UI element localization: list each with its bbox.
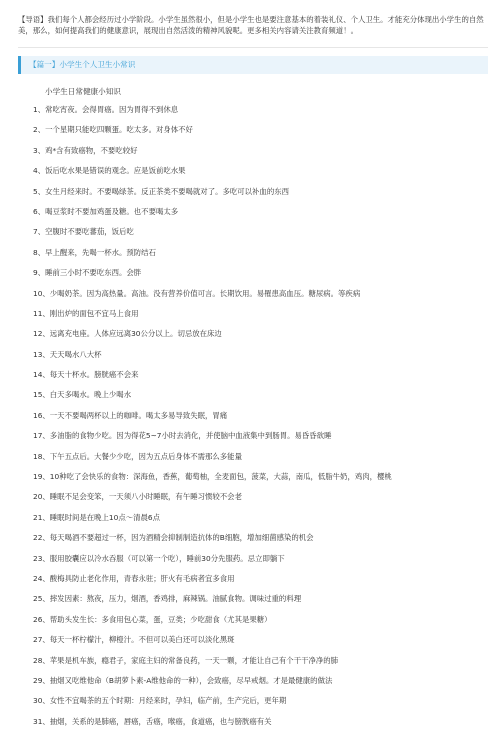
tip-item: 24、酸梅具防止老化作用，青春永驻；肝火有毛病者宜多食用 bbox=[33, 573, 235, 583]
tip-item: 9、睡前三小时不要吃东西。会胖 bbox=[33, 268, 142, 278]
tip-item: 1、常吃宵夜。会得胃癌。因为胃得不到休息 bbox=[33, 105, 179, 114]
section-title: 【篇一】小学生个人卫生小常识 bbox=[29, 60, 136, 69]
tip-item: 2、一个星期只能吃四颗蛋。吃太多。对身体不好 bbox=[33, 125, 193, 135]
tip-item: 23、服用胶囊应以冷水吞服（可以第一个吃），睡前30分先服药。忌立即躺下 bbox=[33, 553, 285, 563]
sub-title: 小学生日常健康小知识 bbox=[45, 87, 121, 96]
intro-divider bbox=[18, 47, 488, 48]
tip-item: 7、空腹时不要吃蕃茄，饭后吃 bbox=[33, 227, 134, 237]
tip-item: 29、抽烟又吃维他命（B胡萝卜素-A维他命的一种），会致癌，尽早戒烟。才是最健康的做法 bbox=[33, 675, 333, 685]
tip-item: 17、多油脂的食物少吃。因为得花5~7小时去消化，并使脑中血液集中到肠胃。易昏昏欲睡 bbox=[33, 431, 332, 441]
tip-item: 3、鸡*含有致癌物，不要吃较好 bbox=[33, 145, 138, 155]
tip-item: 6、喝豆浆时不要加鸡蛋及糖。也不要喝太多 bbox=[33, 206, 179, 216]
tip-item: 4、饭后吃水果是错误的观念。应是饭前吃水果 bbox=[33, 166, 186, 176]
tip-item: 11、刚出炉的面包不宜马上食用 bbox=[33, 308, 139, 318]
tip-item: 28、苹果是机车族，瘾君子，家庭主妇的常备良药，一天一颗，才能让自己有个干干净净的肺 bbox=[33, 655, 339, 665]
tip-item: 25、摔发因素：熬夜，压力，烟酒，香鸡排，麻辣锅。油腻食物。调味过重的料理 bbox=[33, 594, 302, 604]
tip-item: 12、远离充电座。人体应远离30公分以上。切忌放在床边 bbox=[33, 329, 222, 339]
tip-item: 26、帮助头发生长：多食用包心菜，蛋，豆类；少吃甜食（尤其是果糖） bbox=[33, 614, 272, 624]
tip-item: 22、每天喝酒不要超过一杯，因为酒精会抑制制造抗体的B细胞，增加细菌感染的机会 bbox=[33, 533, 314, 543]
tip-item: 14、每天十杯水。膀胱癌不会来 bbox=[33, 370, 139, 380]
tip-item: 15、白天多喝水。晚上少喝水 bbox=[33, 390, 132, 400]
tip-item: 5、女生月经来时。不要喝绿茶。反正茶类不要喝就对了。多吃可以补血的东西 bbox=[33, 186, 289, 196]
tip-item: 30、女性不宜喝茶的五个时期：月经来时，孕妇，临产前，生产完后，更年期 bbox=[33, 696, 287, 706]
tips-list bbox=[33, 105, 493, 737]
tip-item: 16、一天不要喝两杯以上的咖啡。喝太多易导致失眠，胃痛 bbox=[33, 410, 228, 420]
tip-item: 18、下午五点后。大餐少少吃，因为五点后身体不需那么多能量 bbox=[33, 451, 242, 461]
tip-item: 10、少喝奶茶。因为高热量。高油。没有营养价值可言。长期饮用。易罹患高血压。糖尿病。等疾病 bbox=[33, 288, 361, 298]
tip-item: 13、天天喝水八大杯 bbox=[33, 349, 102, 359]
tip-item: 19、10种吃了会快乐的食物：深海鱼，香蕉，葡萄柚，全麦面包，菠菜，大蒜，南瓜，低脂牛奶，鸡肉，樱桃 bbox=[33, 472, 392, 482]
tip-item: 31、抽烟，关系的是肺癌，唇癌，舌癌，喉癌，食道癌，也与膀胱癌有关 bbox=[33, 716, 272, 726]
section-header bbox=[18, 56, 488, 74]
intro-paragraph: 【导语】我们每个人都会经历过小学阶段。小学生虽然很小，但是小学生也是要注意基本的着装礼仪、个人卫生。才能充分体现出小学生的自然美，那么，如何提高我们的健康意识，展现出自然活泼的精神风貌呢。更多相关内容请关注教育频道！。 bbox=[18, 15, 484, 36]
tip-item: 21、睡眠时间是在晚上10点～清晨6点 bbox=[33, 512, 160, 522]
tip-item: 20、睡眠不足会变笨，一天须八小时睡眠，有午睡习惯较不会老 bbox=[33, 492, 242, 502]
tip-item: 27、每天一杯柠檬汁，柳橙汁。不但可以美白还可以淡化黑斑 bbox=[33, 635, 235, 645]
tip-item: 8、早上醒来，先喝一杯水。预防结石 bbox=[33, 247, 156, 257]
